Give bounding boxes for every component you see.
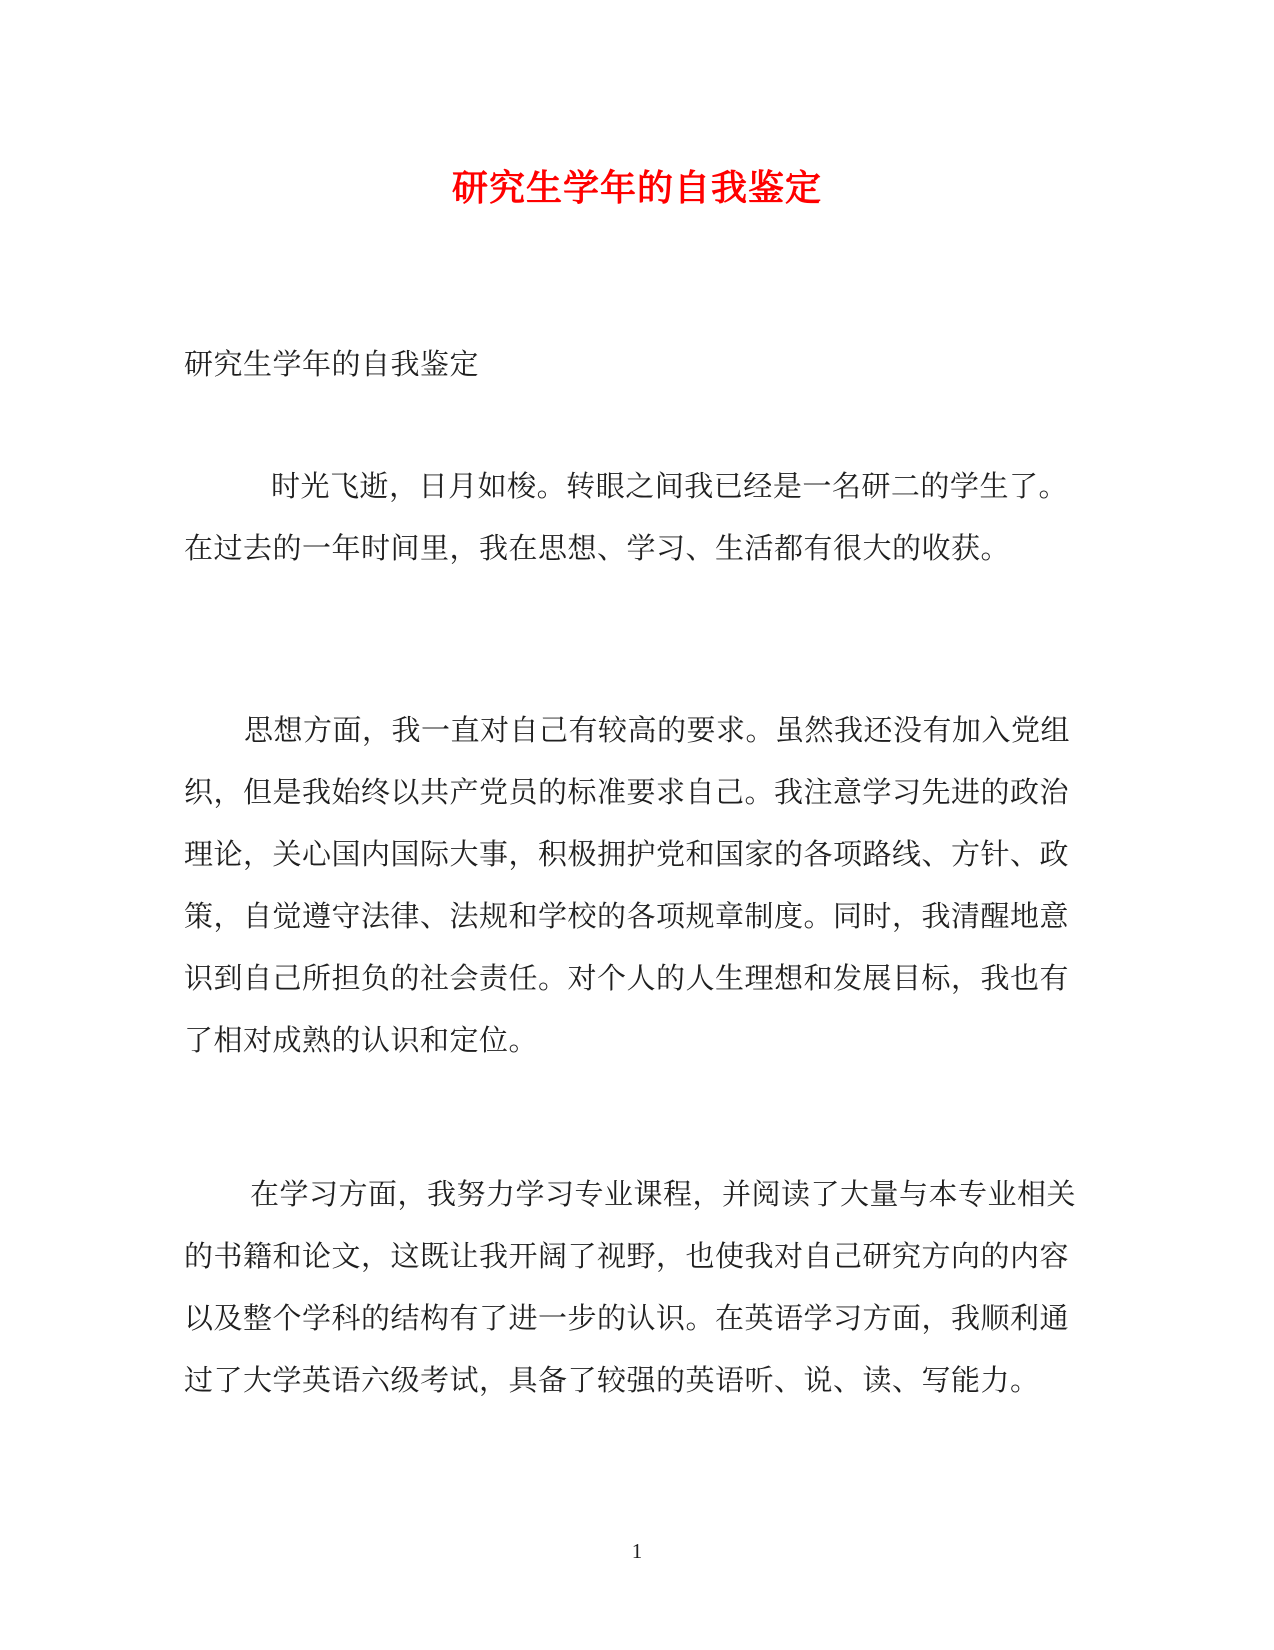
paragraph: [184, 456, 1068, 580]
text-line: 以及整个学科的结构有了进一步的认识。在英语学习方面，我顺利通: [184, 1303, 1070, 1335]
text-line: 识到自己所担负的社会责任。对个人的人生理想和发展目标，我也有: [184, 963, 1070, 995]
text-line: 的书籍和论文，这既让我开阔了视野，也使我对自己研究方向的内容: [184, 1241, 1070, 1273]
page-number: 1: [631, 1539, 643, 1563]
document-body: [184, 456, 1077, 1412]
text-line: 织，但是我始终以共产党员的标准要求自己。我注意学习先进的政治: [184, 777, 1070, 809]
text-line: 在学习方面，我努力学习专业课程，并阅读了大量与本专业相关: [250, 1179, 1077, 1211]
text-line: 时光飞逝，日月如梭。转眼之间我已经是一名研二的学生了。: [271, 471, 1068, 503]
text-line: 了相对成熟的认识和定位。: [184, 1025, 539, 1057]
text-line: 理论，关心国内国际大事，积极拥护党和国家的各项路线、方针、政: [184, 839, 1070, 871]
text-line: 过了大学英语六级考试，具备了较强的英语听、说、读、写能力。: [184, 1365, 1040, 1397]
text-line: 在过去的一年时间里，我在思想、学习、生活都有很大的收获。: [184, 533, 1011, 565]
text-line: 思想方面，我一直对自己有较高的要求。虽然我还没有加入党组: [244, 715, 1071, 747]
paragraph: [184, 1164, 1077, 1412]
document-subtitle: 研究生学年的自我鉴定: [184, 349, 480, 381]
paragraph: [184, 700, 1071, 1072]
document-title: 研究生学年的自我鉴定: [451, 168, 822, 208]
text-line: 策，自觉遵守法律、法规和学校的各项规章制度。同时，我清醒地意: [184, 901, 1070, 933]
